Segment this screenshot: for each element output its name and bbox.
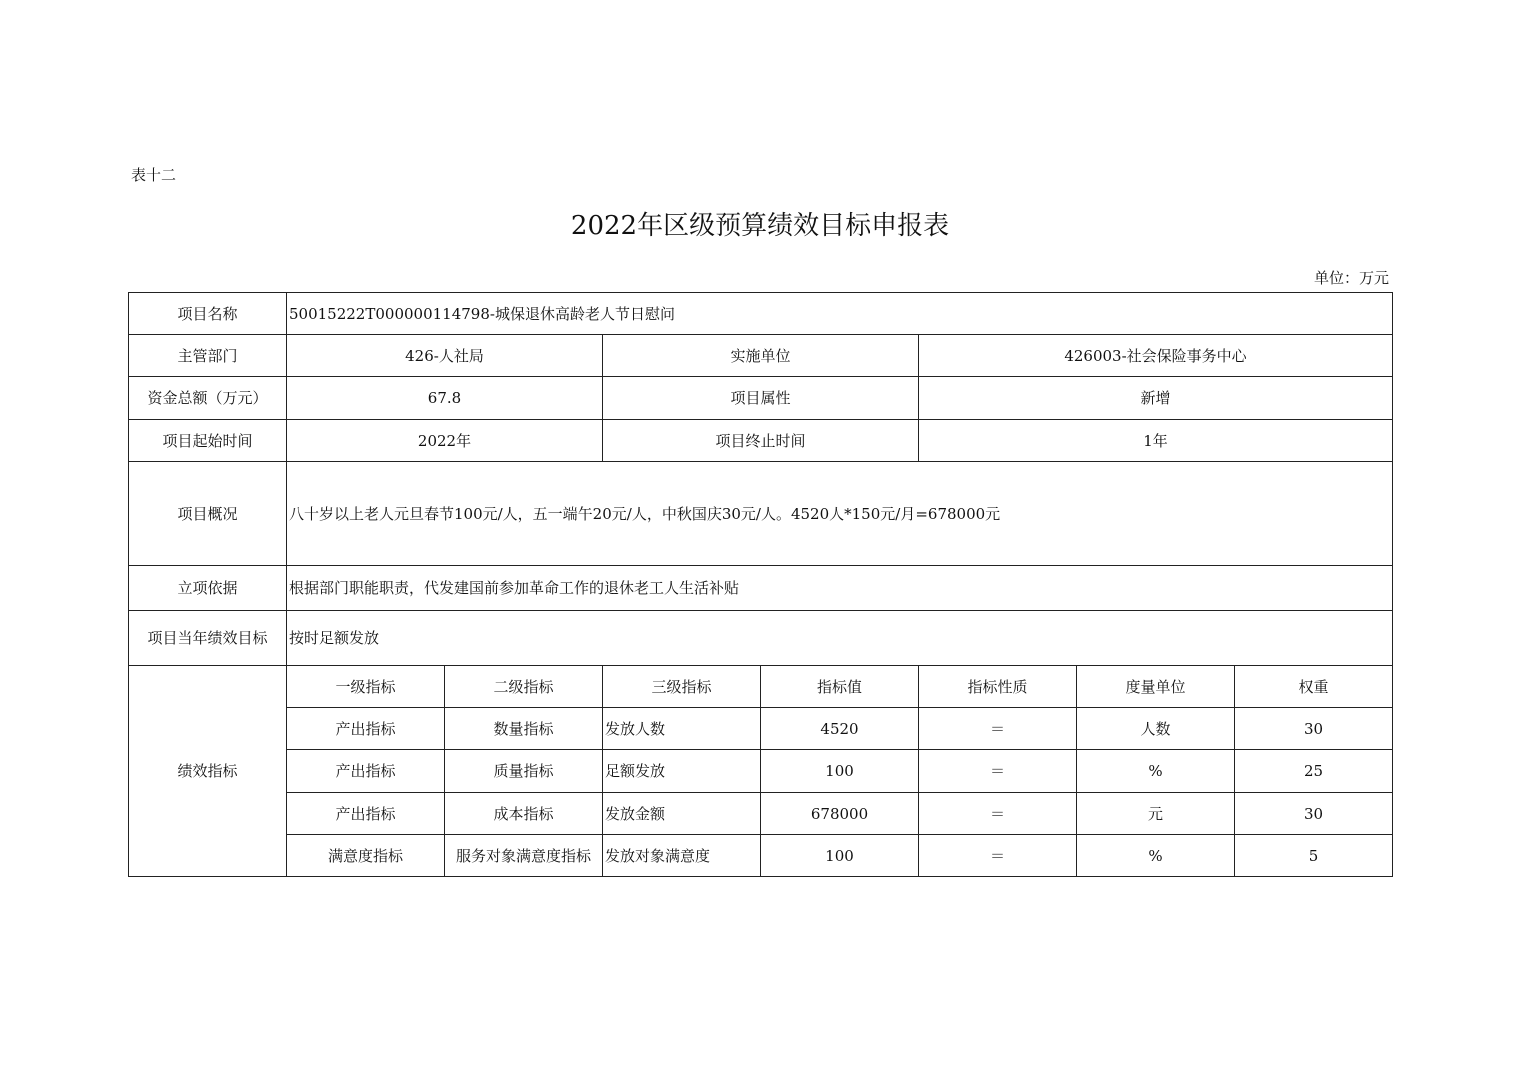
indicator-weight: 30 <box>1235 708 1393 750</box>
header-level1: 一级指标 <box>287 666 445 708</box>
indicator-level1: 产出指标 <box>287 793 445 835</box>
indicator-row <box>129 750 1393 793</box>
indicator-level2: 成本指标 <box>445 793 603 835</box>
indicator-level2: 服务对象满意度指标 <box>445 835 603 877</box>
indicator-weight: 5 <box>1235 835 1393 877</box>
indicator-level3: 发放金额 <box>603 793 761 835</box>
impl-unit-value: 426003-社会保险事务中心 <box>919 335 1393 377</box>
funds-label: 资金总额（万元） <box>129 377 287 420</box>
indicator-level1: 产出指标 <box>287 708 445 750</box>
overview-row <box>129 462 1393 566</box>
header-level2: 二级指标 <box>445 666 603 708</box>
indicator-level3: 发放对象满意度 <box>603 835 761 877</box>
indicator-weight: 30 <box>1235 793 1393 835</box>
indicator-level3: 足额发放 <box>603 750 761 793</box>
goal-label: 项目当年绩效目标 <box>129 611 287 666</box>
indicator-row <box>129 835 1393 877</box>
indicator-section-label: 绩效指标 <box>129 666 287 877</box>
indicator-nature: ＝ <box>919 793 1077 835</box>
indicator-header-row <box>129 666 1393 708</box>
project-attr-label: 项目属性 <box>603 377 919 420</box>
basis-row <box>129 566 1393 611</box>
goal-row <box>129 611 1393 666</box>
header-value: 指标值 <box>761 666 919 708</box>
indicator-value: 100 <box>761 750 919 793</box>
header-unit: 度量单位 <box>1077 666 1235 708</box>
goal-value: 按时足额发放 <box>287 611 1393 666</box>
dept-label: 主管部门 <box>129 335 287 377</box>
indicator-row <box>129 708 1393 750</box>
header-weight: 权重 <box>1235 666 1393 708</box>
basis-value: 根据部门职能职责，代发建国前参加革命工作的退休老工人生活补贴 <box>287 566 1393 611</box>
unit-label: 单位：万元 <box>1313 269 1389 287</box>
indicator-value: 4520 <box>761 708 919 750</box>
project-attr-value: 新增 <box>919 377 1393 420</box>
table-number: 表十二 <box>131 166 177 184</box>
department-row <box>129 335 1393 377</box>
indicator-unit: 人数 <box>1077 708 1235 750</box>
header-level3: 三级指标 <box>603 666 761 708</box>
indicator-unit: % <box>1077 835 1235 877</box>
indicator-level1: 满意度指标 <box>287 835 445 877</box>
indicator-unit: % <box>1077 750 1235 793</box>
performance-target-table <box>128 292 1393 877</box>
project-name-row <box>129 293 1393 335</box>
start-time-value: 2022年 <box>287 420 603 462</box>
indicator-unit: 元 <box>1077 793 1235 835</box>
end-time-label: 项目终止时间 <box>603 420 919 462</box>
overview-label: 项目概况 <box>129 462 287 566</box>
indicator-value: 678000 <box>761 793 919 835</box>
indicator-weight: 25 <box>1235 750 1393 793</box>
end-time-value: 1年 <box>919 420 1393 462</box>
indicator-row <box>129 793 1393 835</box>
start-time-label: 项目起始时间 <box>129 420 287 462</box>
indicator-nature: ＝ <box>919 835 1077 877</box>
indicator-level1: 产出指标 <box>287 750 445 793</box>
basis-label: 立项依据 <box>129 566 287 611</box>
indicator-nature: ＝ <box>919 708 1077 750</box>
indicator-level2: 质量指标 <box>445 750 603 793</box>
indicator-level3: 发放人数 <box>603 708 761 750</box>
project-name-value: 50015222T000000114798-城保退休高龄老人节日慰问 <box>287 293 1393 335</box>
document-title: 2022年区级预算绩效目标申报表 <box>570 211 950 241</box>
indicator-value: 100 <box>761 835 919 877</box>
project-name-label: 项目名称 <box>129 293 287 335</box>
impl-unit-label: 实施单位 <box>603 335 919 377</box>
funds-row <box>129 377 1393 420</box>
overview-value: 八十岁以上老人元旦春节100元/人，五一端午20元/人，中秋国庆30元/人。4520人*150元/月=678000元 <box>287 462 1393 566</box>
dept-value: 426-人社局 <box>287 335 603 377</box>
funds-value: 67.8 <box>287 377 603 420</box>
indicator-level2: 数量指标 <box>445 708 603 750</box>
indicator-nature: ＝ <box>919 750 1077 793</box>
time-row <box>129 420 1393 462</box>
header-nature: 指标性质 <box>919 666 1077 708</box>
